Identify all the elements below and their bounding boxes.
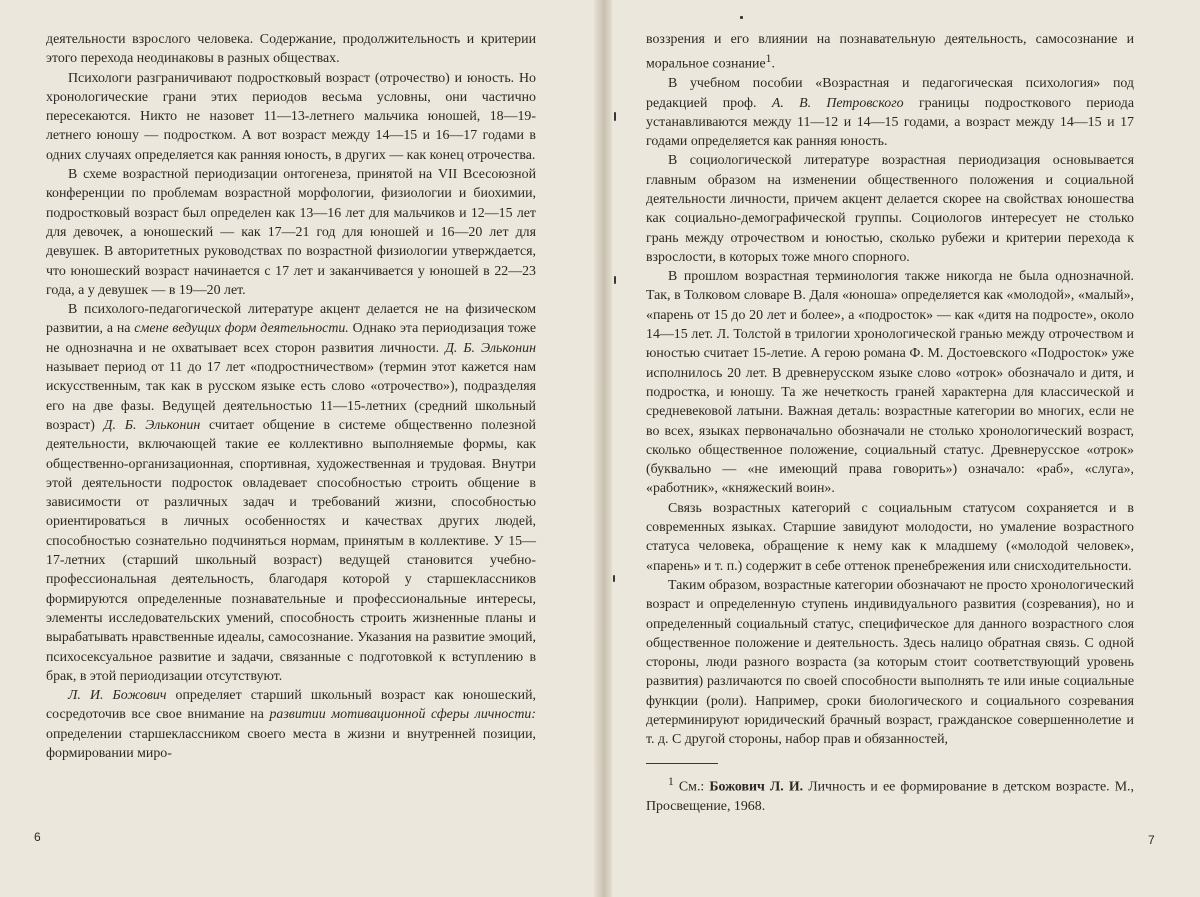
right-paragraph-1	[646, 30, 1134, 74]
footnote	[646, 772, 1134, 816]
author-name-elkonin: Д. Б. Эльконин	[103, 417, 201, 433]
page-number-left: 6	[34, 830, 41, 844]
text-run: В учебном пособии «Возрастная и педагогическая психология» под редакцией проф.	[646, 76, 1134, 111]
book-gutter	[594, 0, 612, 897]
left-paragraph-2: Психологи разграничивают подростковый возраст (отрочество) и юность. Но хронологические грани этих периодов весьма условны, они частично пересекаются. Никто не назовет 11—13-летнего мальчика юношей, 18—19-летнего юношу — подростком. А вот возраст между 14—15 и 16—17 годами в одних случаях определяется как ранняя юность, в других — как конец отрочества.	[46, 70, 536, 163]
margin-mark	[614, 276, 616, 284]
right-paragraph-6: Таким образом, возрастные категории обозначают не просто хронологический возраст и определенную ступень индивидуального развития (созревания), но и определенный социальный статус, специфическое для данного возрастного слоя общественное положение и деятельность. Здесь налицо обратная связь. С одной стороны, люди разного возраста (за которым стоит соответствующий уровень развития) различаются по своей способности выполнять те или иные социальные функции (роли). Например, сроки биологического и социального созревания детерминируют юридический брачный возраст, гражданское совершеннолетие и т. д. С другой стороны, набор прав и обязанностей,	[646, 577, 1134, 748]
left-page	[46, 30, 536, 763]
author-name-petrovsky: А. В. Петровского	[771, 95, 904, 111]
italic-phrase: развитии мотивационной сферы личности:	[269, 707, 537, 723]
left-paragraph-4	[46, 300, 536, 686]
text-run: называет период от 11 до 17 лет «подростничеством» (термин этот кажется нам искусственным, так как в русском языке есть слово «отрочество»), подразделяя его на две фазы. Ведущей деятельностью 11—15-летних (средний школьный возраст)	[46, 360, 536, 433]
margin-mark	[740, 16, 743, 19]
right-paragraph-3: В социологической литературе возрастная периодизация основывается главным образом на изменении общественного положения и социальной деятельности личности, причем акцент делается скорее на свойствах юношества как социально-демографической группы. Социологов интересует не столько грань между отрочеством и юностью, сколько рубежи и критерии перехода к взрослости, в которых тоже много спорного.	[646, 153, 1134, 265]
author-name-bozhovich: Л. И. Божович	[68, 688, 167, 704]
left-paragraph-5	[46, 686, 536, 763]
footnote-rule	[646, 763, 718, 764]
left-paragraph-3: В схеме возрастной периодизации онтогенеза, принятой на VII Всесоюзной конференции по проблемам возрастной морфологии, физиологии и биохимии, подростковый возраст был определен как 13—16 лет для мальчиков и 12—15 лет для девочек, а юношеский — как 17—21 год для юношей и 16—20 лет для девушек. В авторитетных руководствах по возрастной физиологии утверждается, что юношеский возраст начинается с 17 лет и заканчивается у юношей в 22—23 года, а у девушек — в 19—20 лет.	[46, 167, 536, 298]
text-run: определяет старший школьный возраст как юношеский, сосредоточив все свое внимание на	[46, 688, 536, 723]
page-number-right: 7	[1148, 833, 1155, 847]
right-paragraph-4: В прошлом возрастная терминология также никогда не была однозначной. Так, в Толковом словаре В. Даля «юноша» определяется как «молодой», «малый», «парень от 15 до 20 лет и более», а «подросток» — как «дитя на подросте», около 14—15 лет. Л. Толстой в трилогии хронологической гранью между отрочеством и юностью считает 15-летие. А герою романа Ф. М. Достоевского «Подросток» уже исполнилось 20 лет. В древнерусском языке слово «отрок» обозначало и дитя, и подростка, и юношу. Та же нечеткость граней характерна для классической и средневековой латыни. Важная деталь: возрастные категории во многих, если не во всех, языках первоначально обозначали не столько хронологический возраст, сколько общественное положение, социальный статус. Древнерусское «отрок» (буквально — «не имеющий права говорить») означало: «раб», «слуга», «работник», «княжеский воин».	[646, 269, 1134, 497]
text-run: определении старшеклассником своего места в жизни и внутренней позиции, формировании миро-	[46, 726, 536, 761]
text-run: считает общение в системе общественно полезной деятельности, включающей такие ее коллективно выполняемые формы, как общественно-организационная, спортивная, художественная и трудовая. Внутри этой деятельности подросток овладевает способностью строить общение в зависимости от различных задач и требований жизни, способностью ориентироваться в личных особенностях и качествах других людей, способностью сознательно подчиняться нормам, принятым в коллективе. У 15—17-летних (старший школьный возраст) ведущей становится учебно-профессиональная деятельность, благодаря которой у старшеклассников формируются определенные познавательные и профессиональные интересы, элементы исследовательских умений, способность строить жизненные планы и вырабатывать нравственные идеалы, самосознание. Указания на развитие эмоций, психосексуальное развитие и задачи, связанные с подготовкой к вступлению в брак, в этой периодизации отсутствуют.	[46, 417, 536, 684]
footnote-reference: 1	[765, 52, 772, 66]
text-run: границы подросткового периода устанавливаются между 11—12 и 14—15 годами, а возраст между 14—15 и 17 годами определяется как ранняя юность.	[646, 95, 1135, 150]
text-run: .	[771, 56, 775, 72]
text-run: В психолого-педагогической литературе акцент делается не на физическом развитии, а на	[46, 302, 536, 337]
text-run: воззрения и его влиянии на познавательную деятельность, самосознание и моральное сознание	[646, 32, 1134, 72]
right-paragraph-2	[646, 74, 1134, 151]
right-paragraph-5: Связь возрастных категорий с социальным статусом сохраняется и в современных языках. Старшие завидуют молодости, но умаление возрастного статуса человека, обращение к нему как к младшему («молодой человек», «парень» и т. п.) содержит в себе оттенок пренебрежения или снисходительности.	[646, 500, 1134, 574]
footnote-marker: 1	[668, 774, 674, 788]
margin-mark	[613, 575, 615, 582]
text-run: Однако эта периодизация тоже не однозначна и не охватывает всех сторон развития личности.	[46, 321, 536, 356]
italic-phrase: смене ведущих форм деятельности.	[134, 321, 349, 337]
margin-mark	[614, 112, 616, 121]
text-run: См.:	[673, 779, 710, 795]
text-run: Личность и ее формирование в детском возрасте. М., Просвещение, 1968.	[646, 779, 1134, 814]
footnote-author: Божович Л. И.	[709, 779, 804, 795]
left-paragraph-1: деятельности взрослого человека. Содержание, продолжительность и критерии этого перехода неодинаковы в разных обществах.	[46, 32, 536, 67]
right-page	[646, 30, 1134, 816]
author-name-elkonin: Д. Б. Эльконин	[445, 340, 536, 356]
